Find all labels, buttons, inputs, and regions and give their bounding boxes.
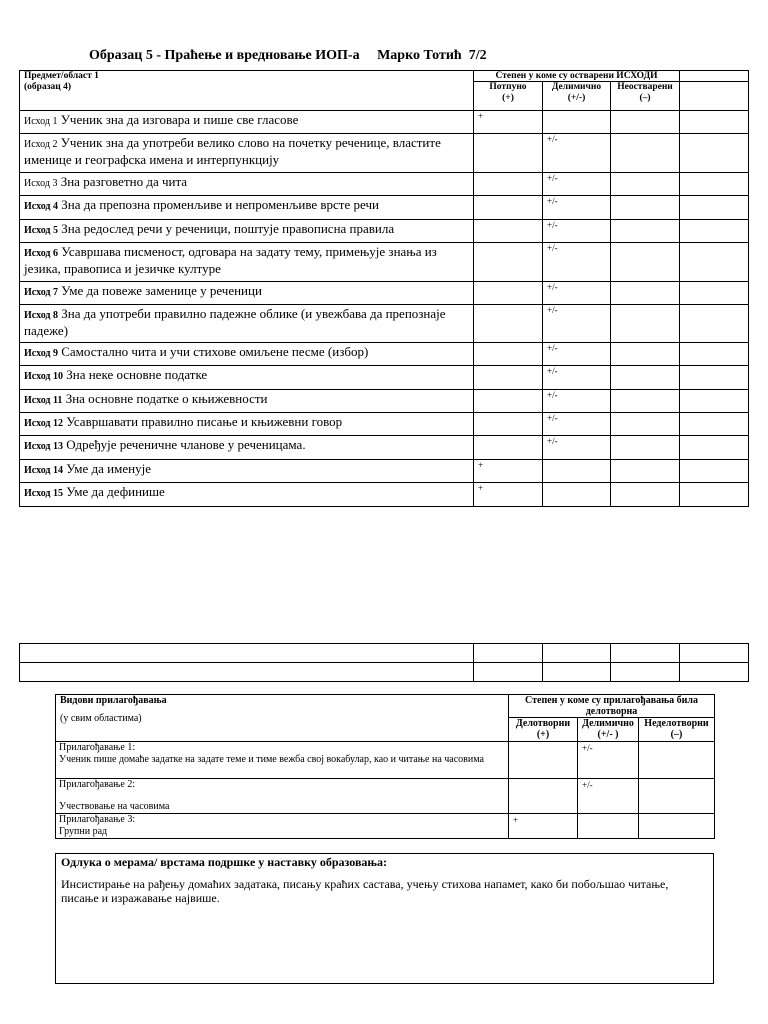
empty-cell [680,220,749,243]
empty-cell [680,644,749,663]
mark-full: + [474,111,543,134]
adaptation-cell [56,779,509,814]
col-partial-sign: (+/- ) [597,729,619,740]
col-effective-header [509,718,578,742]
outcome-prefix: Исход 5 [24,225,58,236]
outcome-text: Усавршава писменост, одговара на задату тему, примењује знања из језика, правописа и језичке културе [24,244,437,276]
outcome-prefix: Исход 3 [24,178,58,189]
mark-ineffective [639,779,715,814]
decision-text: Инсистирање на рађењу домаћих задатака, писању краћих састава, учењу стихова напамет, како би побољшао читање, писање и изражавање највише. [61,877,669,905]
adaptation-label: Прилагођавање 3: [59,814,136,825]
empty-cell [680,282,749,305]
table-row [20,305,749,343]
outcome-prefix: Исход 11 [24,395,63,406]
table-row [20,366,749,390]
mark-none [611,134,680,173]
adaptation-text: Учествовање на часовима [59,801,170,812]
mark-partial: +/- [543,134,611,173]
empty-header-cell [680,82,749,111]
outcome-text: Зна разговетно да чита [60,174,188,189]
empty-cell [680,173,749,196]
mark-none [611,173,680,196]
outcome-text: Зна да препозна променљиве и непроменљиве врсте речи [61,197,379,212]
table-row [56,779,715,814]
decision-box [55,853,714,984]
adaptation-label: Прилагођавање 2: [59,779,136,790]
mark-partial: +/- [543,243,611,282]
empty-header-cell [680,71,749,82]
mark-partial [543,111,611,134]
table-row [20,173,749,196]
table-row [20,220,749,243]
adaptations-group-header: Степен у коме су прилагођавања била делотворна [509,695,715,718]
outcome-text: Ученик зна да употреби велико слово на почетку реченице, властите именице и географска имена и интерпункцију [24,135,441,167]
mark-full [474,436,543,460]
outcome-text: Уме да повеже заменице у реченици [61,283,262,298]
mark-partial: +/- [578,779,639,814]
outcome-cell [20,460,474,483]
col-none-label: Неостварени [617,82,673,92]
empty-cell [680,111,749,134]
mark-none [611,390,680,413]
col-effective-sign: (+) [536,729,550,740]
empty-cell [543,644,611,663]
table-row [20,390,749,413]
outcome-text: Зна неке основне податке [66,367,208,382]
mark-none [611,220,680,243]
adaptations-header-cell [56,695,509,742]
mark-none [611,366,680,390]
mark-none [611,483,680,507]
adaptation-cell [56,742,509,779]
adaptation-text: Ученик пише домаће задатке на задате теме и тиме вежба свој вокабулар, као и читање на часовима [59,754,484,765]
mark-full: + [474,483,543,507]
col-partial-label: Делимично [582,718,634,729]
adaptation-text: Групни рад [59,826,108,837]
mark-full [474,343,543,366]
empty-cell [20,663,474,682]
table-row [56,742,715,779]
mark-partial: +/- [543,436,611,460]
table-row [20,413,749,436]
adaptation-label: Прилагођавање 1: [59,742,136,753]
outcome-cell [20,220,474,243]
empty-cell [680,460,749,483]
empty-cell [474,644,543,663]
mark-partial: +/- [543,220,611,243]
outcome-text: Ученик зна да изговара и пише све гласове [60,112,299,127]
mark-partial: +/- [543,390,611,413]
table-row [20,663,749,682]
table-row [20,282,749,305]
empty-cell [680,343,749,366]
outcome-text: Усавршавати правилно писање и књижевни говор [66,414,343,429]
mark-partial: +/- [543,366,611,390]
outcome-cell [20,196,474,220]
mark-full [474,173,543,196]
outcome-cell [20,343,474,366]
table-row [20,436,749,460]
outcome-cell [20,390,474,413]
mark-none [611,305,680,343]
empty-cell [543,663,611,682]
outcome-prefix: Исход 10 [24,371,63,382]
empty-table [19,643,749,682]
outcome-text: Зна да употреби правилно падежне облике (и увежбава да препознаје падеже) [24,306,446,338]
mark-effective: + [509,814,578,839]
mark-partial [543,460,611,483]
outcome-prefix: Исход 7 [24,287,58,298]
mark-partial: +/- [543,413,611,436]
mark-full [474,282,543,305]
outcome-prefix: Исход 13 [24,441,63,452]
mark-full [474,413,543,436]
empty-cell [611,663,680,682]
table-row [20,644,749,663]
outcome-text: Уме да дефинише [66,484,165,499]
outcome-prefix: Исход 12 [24,418,63,429]
mark-none [611,196,680,220]
outcome-cell [20,366,474,390]
outcome-prefix: Исход 4 [24,201,58,212]
outcome-prefix: Исход 2 [24,139,58,150]
empty-cell [20,644,474,663]
empty-cell [680,305,749,343]
mark-full [474,134,543,173]
mark-ineffective [639,742,715,779]
outcomes-table [19,70,749,507]
mark-none [611,111,680,134]
empty-cell [680,196,749,220]
outcome-prefix: Исход 8 [24,310,58,321]
subject-header-cell [20,71,474,111]
mark-partial: +/- [543,343,611,366]
col-partial-label: Делимично [551,82,602,92]
empty-cell [680,134,749,173]
empty-cell [474,663,543,682]
col-ineffective-sign: (–) [670,729,683,740]
outcome-prefix: Исход 9 [24,348,58,359]
col-partial-sign: (+/-) [567,93,586,103]
empty-cell [680,243,749,282]
outcome-cell [20,134,474,173]
mark-partial [543,483,611,507]
outcome-text: Зна редослед речи у реченици, поштује правописна правила [61,221,395,236]
adaptations-table [55,694,715,839]
col-none-header [611,82,680,111]
table-row [20,343,749,366]
empty-cell [611,644,680,663]
empty-cell [680,390,749,413]
empty-cell [680,483,749,507]
adaptation-cell [56,814,509,839]
outcome-cell [20,305,474,343]
table-row [20,111,749,134]
outcomes-group-header: Степен у коме су остварени ИСХОДИ [474,71,680,82]
table-row [20,134,749,173]
mark-full [474,243,543,282]
mark-full: + [474,460,543,483]
mark-partial: +/- [578,742,639,779]
outcome-prefix: Исход 1 [24,116,58,127]
col-full-label: Потпуно [489,82,527,92]
form-label: (образац 4) [24,82,72,92]
subject-label: Предмет/област 1 [24,71,99,81]
mark-none [611,282,680,305]
outcome-prefix: Исход 15 [24,488,63,499]
mark-partial: +/- [543,196,611,220]
col-partial-header [543,82,611,111]
mark-effective [509,779,578,814]
mark-effective [509,742,578,779]
mark-full [474,390,543,413]
mark-full [474,305,543,343]
outcome-text: Самостално чита и учи стихове омиљене песме (избор) [61,344,369,359]
outcome-text: Уме да именује [66,461,151,476]
outcome-prefix: Исход 6 [24,248,58,259]
mark-full [474,366,543,390]
table-row [20,196,749,220]
table-row [20,243,749,282]
table-row [20,483,749,507]
outcome-cell [20,436,474,460]
col-ineffective-header [639,718,715,742]
table-row [20,460,749,483]
col-partial-header [578,718,639,742]
decision-title: Одлука о мерама/ врстама подршке у наставку образовања: [61,855,387,869]
adaptations-title: Видови прилагођавања [60,695,167,706]
col-ineffective-label: Неделотворни [644,718,709,729]
mark-none [611,460,680,483]
outcome-text: Одређује реченичне чланове у реченицама. [66,437,306,452]
mark-partial: +/- [543,305,611,343]
outcome-cell [20,483,474,507]
mark-full [474,196,543,220]
col-full-sign: (+) [502,93,514,103]
mark-partial [578,814,639,839]
mark-full [474,220,543,243]
empty-cell [680,663,749,682]
empty-cell [680,436,749,460]
page-title: Образац 5 - Праћење и вредновање ИОП-а Марко Тотић 7/2 [89,48,487,63]
outcome-cell [20,413,474,436]
outcome-cell [20,173,474,196]
mark-partial: +/- [543,173,611,196]
outcome-cell [20,282,474,305]
col-effective-label: Делотворни [515,718,571,729]
mark-none [611,243,680,282]
mark-none [611,436,680,460]
col-full-header [474,82,543,111]
col-none-sign: (–) [639,93,651,103]
mark-partial: +/- [543,282,611,305]
outcome-cell [20,111,474,134]
mark-none [611,413,680,436]
mark-ineffective [639,814,715,839]
empty-cell [680,413,749,436]
outcome-prefix: Исход 14 [24,465,63,476]
mark-none [611,343,680,366]
empty-cell [680,366,749,390]
outcome-text: Зна основне податке о књижевности [65,391,268,406]
table-row [56,814,715,839]
adaptations-subtitle: (у свим областима) [60,713,142,724]
outcome-cell [20,243,474,282]
